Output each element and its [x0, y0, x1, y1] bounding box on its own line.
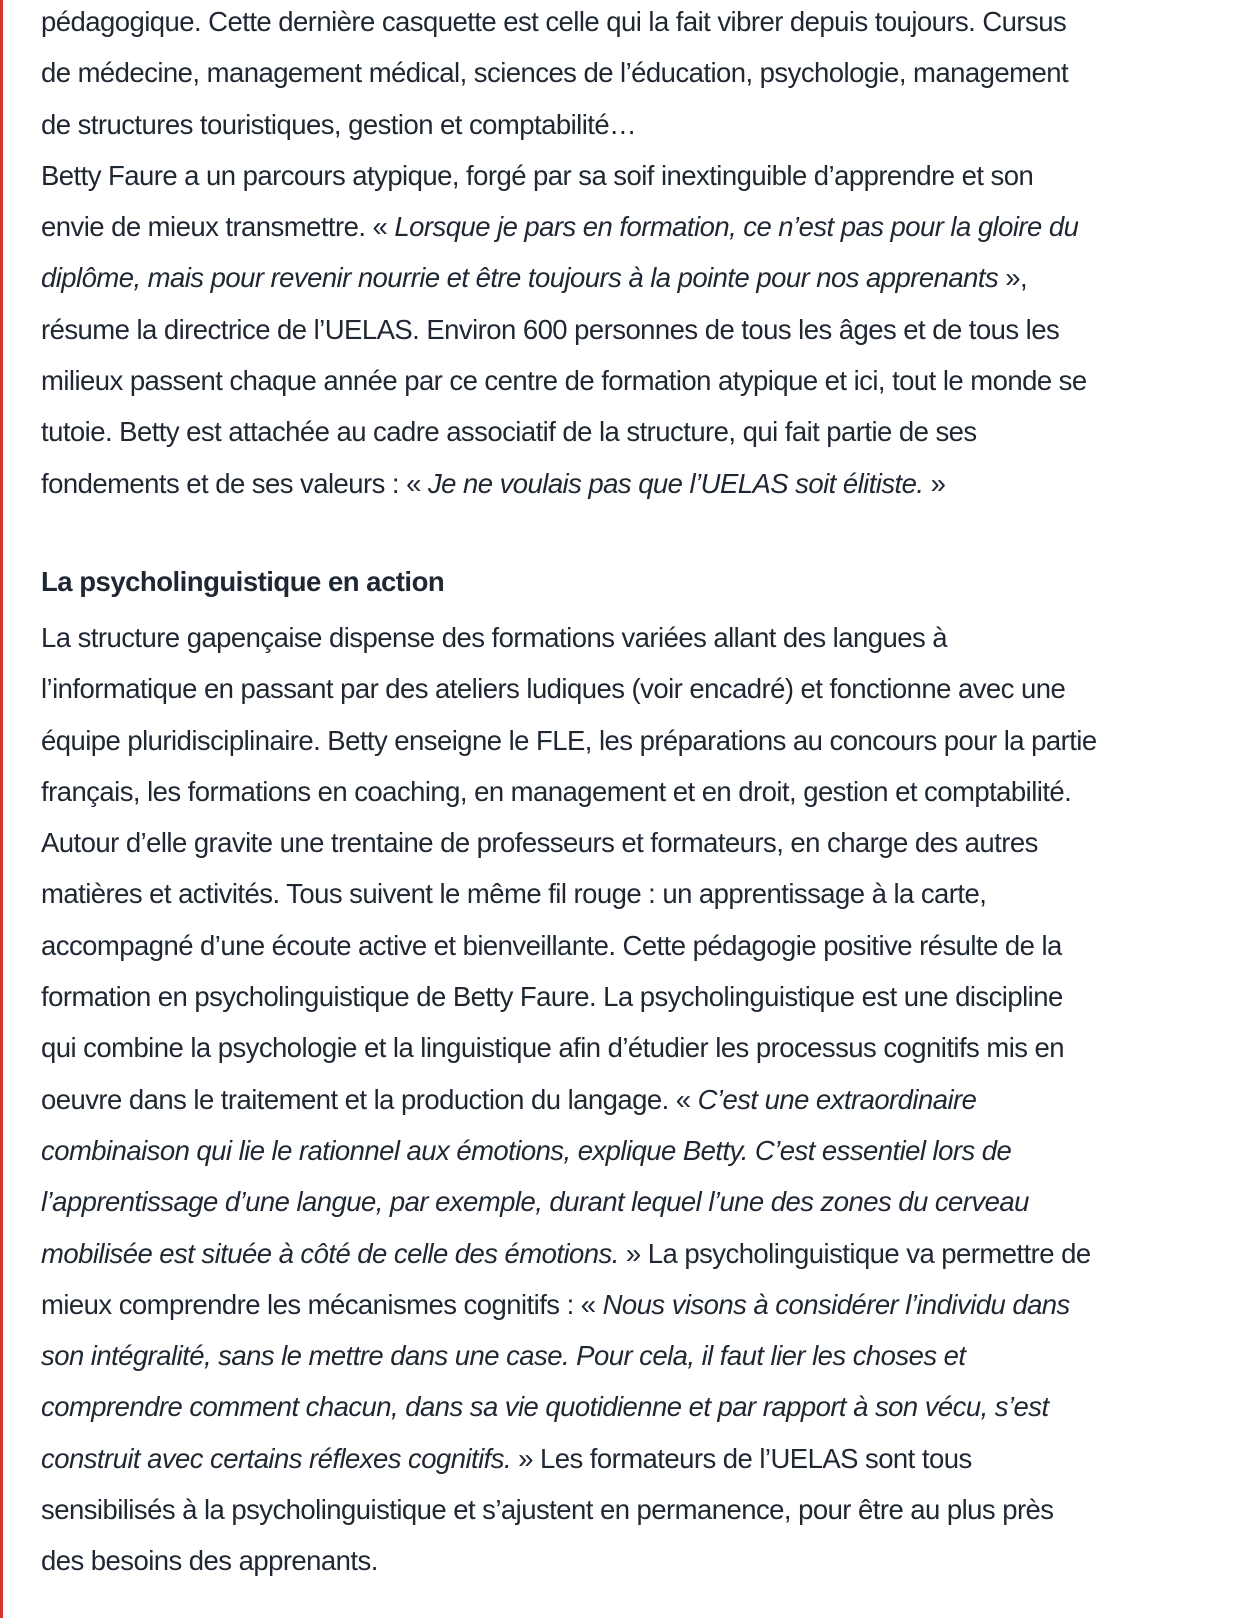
quote-text: comprendre comment chacun, dans sa vie quotidienne et par rapport à son vécu, s’est — [41, 1391, 1049, 1423]
body-text: équipe pluridisciplinaire. Betty enseigne le FLE, les préparations au concours pour la partie — [41, 724, 1097, 756]
text-line — [41, 868, 1097, 919]
body-text: accompagné d’une écoute active et bienveillante. Cette pédagogie positive résulte de la — [41, 929, 1062, 961]
text-line — [41, 715, 1097, 766]
body-text: La structure gapençaise dispense des formations variées allant des langues à — [41, 622, 947, 653]
body-text: » La psycholinguistique va permettre de — [618, 1237, 1091, 1269]
text-line — [41, 47, 1087, 98]
quote-text: son intégralité, sans le mettre dans une case. Pour cela, il faut lier les choses et — [41, 1340, 966, 1372]
text-line — [41, 406, 1087, 457]
text-line — [41, 1279, 1097, 1330]
paragraph-psycholinguistics — [41, 612, 1097, 1587]
quote-text: construit avec certains réflexes cognitifs. — [41, 1442, 512, 1474]
quote-text: Je ne voulais pas que l’UELAS soit élitiste. — [427, 467, 924, 499]
text-line — [41, 252, 1087, 303]
body-text: tutoie. Betty est attachée au cadre associatif de la structure, qui fait partie de ses — [41, 416, 977, 448]
text-line — [41, 1125, 1097, 1176]
text-line — [41, 355, 1087, 406]
text-line — [41, 201, 1087, 252]
text-line — [41, 1330, 1097, 1381]
text-line — [41, 1484, 1097, 1535]
body-text: » Les formateurs de l’UELAS sont tous — [511, 1442, 972, 1474]
quote-text: C’est une extraordinaire — [697, 1083, 977, 1115]
body-text: français, les formations en coaching, en management et en droit, gestion et comptabilité. — [41, 775, 1072, 807]
text-line — [41, 1433, 1097, 1484]
paragraph-intro — [41, 0, 1087, 509]
text-line — [41, 1535, 1097, 1586]
body-text: de médecine, management médical, sciences de l’éducation, psychologie, management — [41, 57, 1069, 89]
text-line — [41, 971, 1097, 1022]
text-line — [41, 1022, 1097, 1073]
body-text: » — [923, 467, 946, 499]
body-text: résume la directrice de l’UELAS. Environ 600 personnes de tous les âges et de tous les — [41, 313, 1060, 345]
quote-text: Nous visons à considérer l’individu dans — [602, 1288, 1070, 1320]
body-text: », — [998, 262, 1028, 294]
body-text: Betty Faure a un parcours atypique, forgé par sa soif inextinguible d’apprendre et son — [41, 159, 1034, 191]
body-text: Autour d’elle gravite une trentaine de professeurs et formateurs, en charge des autres — [41, 827, 1038, 859]
text-line — [41, 0, 1087, 47]
text-line — [41, 612, 1097, 663]
text-line — [41, 663, 1097, 714]
body-text: l’informatique en passant par des ateliers ludiques (voir encadré) et fonctionne avec une — [41, 673, 1066, 705]
body-text: matières et activités. Tous suivent le même fil rouge : un apprentissage à la carte, — [41, 878, 987, 910]
body-text: qui combine la psychologie et la linguistique afin d’étudier les processus cognitifs mis en — [41, 1032, 1065, 1064]
text-line — [41, 1176, 1097, 1227]
body-text: pédagogique. Cette dernière casquette est celle qui la fait vibrer depuis toujours. Cursus — [41, 6, 1067, 37]
quote-text: diplôme, mais pour revenir nourrie et être toujours à la pointe pour nos apprenants — [41, 262, 999, 294]
text-line — [41, 1074, 1097, 1125]
left-accent-border — [0, 0, 3, 1618]
text-line — [41, 766, 1097, 817]
body-text: sensibilisés à la psycholinguistique et s’ajustent en permanence, pour être au plus près — [41, 1494, 1054, 1526]
quote-text: Lorsque je pars en formation, ce n’est pas pour la gloire du — [394, 211, 1079, 243]
body-text: envie de mieux transmettre. « — [41, 211, 395, 243]
quote-text: mobilisée est située à côté de celle des émotions. — [41, 1237, 619, 1269]
text-line — [41, 1228, 1097, 1279]
section-heading: La psycholinguistique en action — [41, 566, 445, 597]
text-line — [41, 150, 1087, 201]
text-line — [41, 817, 1097, 868]
text-line — [41, 1381, 1097, 1432]
body-text: milieux passent chaque année par ce centre de formation atypique et ici, tout le monde se — [41, 365, 1087, 397]
text-line — [41, 920, 1097, 971]
body-text: formation en psycholinguistique de Betty Faure. La psycholinguistique est une discipline — [41, 981, 1063, 1013]
body-text: des besoins des apprenants. — [41, 1545, 378, 1577]
body-text: mieux comprendre les mécanismes cognitifs : « — [41, 1288, 603, 1320]
body-text: fondements et de ses valeurs : « — [41, 467, 428, 499]
text-line — [41, 458, 1087, 509]
body-text: de structures touristiques, gestion et comptabilité… — [41, 108, 637, 140]
quote-text: combinaison qui lie le rationnel aux émotions, explique Betty. C’est essentiel lors de — [41, 1134, 1012, 1166]
quote-text: l’apprentissage d’une langue, par exemple, durant lequel l’une des zones du cerveau — [41, 1186, 1029, 1218]
body-text: oeuvre dans le traitement et la production du langage. « — [41, 1083, 698, 1115]
text-line — [41, 304, 1087, 355]
text-line — [41, 99, 1087, 150]
